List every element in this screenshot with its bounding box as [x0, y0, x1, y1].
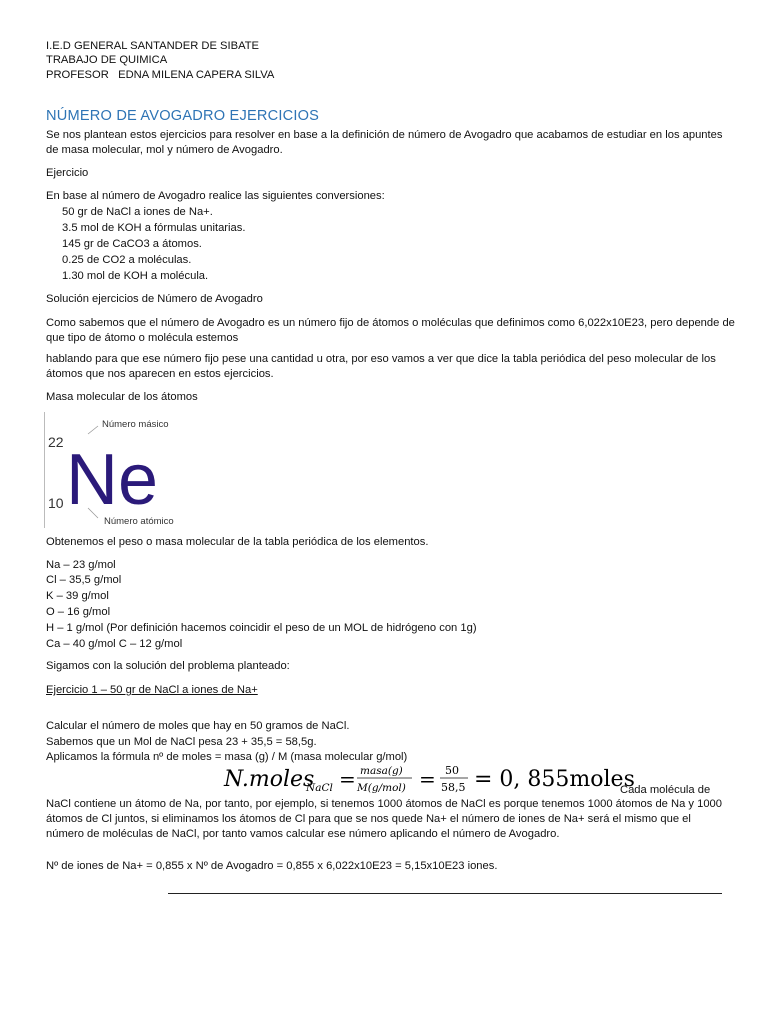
school-name: I.E.D GENERAL SANTANDER DE SIBATE — [46, 40, 260, 52]
continue-text: Sigamos con la solución del problema planteado: — [46, 660, 290, 672]
mass-item: K – 39 g/mol — [46, 590, 109, 602]
intro-paragraph: Se nos plantean estos ejercicios para resolver en base a la definición de número de Avogadro que acabamos de estudiar en los apuntes de masa molecular, mol y número de Avogadro. — [46, 129, 723, 156]
frac2-numerator: 50 — [445, 764, 459, 777]
mass-pointer-line — [88, 426, 98, 434]
frac1-denominator: M(g/mol) — [357, 782, 406, 794]
formula-svg — [222, 762, 635, 794]
element-symbol: Ne — [66, 440, 159, 520]
calc-line: Calcular el número de moles que hay en 50 gramos de NaCl. — [46, 720, 350, 732]
calc-line: Sabemos que un Mol de NaCl pesa 23 + 35,5 = 58,5g. — [46, 736, 317, 748]
frac1-numerator: masa(g) — [360, 765, 403, 777]
neon-element-figure — [44, 412, 204, 528]
conversion-item: 3.5 mol de KOH a fórmulas unitarias. — [62, 222, 246, 234]
solution-heading: Solución ejercicios de Número de Avogadro — [46, 293, 263, 305]
bottom-divider — [168, 893, 722, 894]
avogadro-paragraph: Como sabemos que el número de Avogadro es un número fijo de átomos o moléculas que definimos como 6,022x10E23, pero depende de que tipo de átomo o molécula estemos — [46, 317, 735, 344]
exercise-instruction: En base al número de Avogadro realice las siguientes conversiones: — [46, 190, 385, 202]
conversion-item: 50 gr de NaCl a iones de Na+. — [62, 206, 213, 218]
formula-lhs-sub: NaCl — [306, 782, 333, 794]
exercise-heading: Ejercicio — [46, 167, 89, 179]
atomic-number-label: Número atómico — [104, 516, 174, 527]
conversion-item: 1.30 mol de KOH a molécula. — [62, 270, 209, 282]
exercise1-title: Ejercicio 1 – 50 gr de NaCl a iones de Na+ — [46, 684, 258, 696]
mass-item: H – 1 g/mol (Por definición hacemos coincidir el peso de un MOL de hidrógeno con 1g) — [46, 622, 477, 634]
calc-line: Aplicamos la fórmula nº de moles = masa (g) / M (masa molecular g/mol) — [46, 751, 408, 763]
mass-item: Ca – 40 g/mol C – 12 g/mol — [46, 638, 183, 650]
formula-lhs: N.moles — [224, 767, 315, 792]
mass-item: Na – 23 g/mol — [46, 559, 116, 571]
equals-sign: = — [419, 767, 436, 791]
subject-line: TRABAJO DE QUIMICA — [46, 54, 168, 66]
equals-sign: = — [339, 767, 356, 791]
formula-result: = 0, 855moles — [474, 767, 635, 792]
teacher-line: PROFESOR EDNA MILENA CAPERA SILVA — [46, 69, 275, 81]
mass-heading: Masa molecular de los átomos — [46, 391, 198, 403]
final-line: Nº de iones de Na+ = 0,855 x Nº de Avogadro = 0,855 x 6,022x10E23 = 5,15x10E23 iones. — [46, 860, 498, 872]
frac2-denominator: 58,5 — [441, 781, 466, 794]
mass-item: Cl – 35,5 g/mol — [46, 574, 122, 586]
periodic-paragraph: hablando para que ese número fijo pese una cantidad u otra, por eso vamos a ver que dice la tabla periódica del peso molecular de los átomos que nos aparecen en estos ejercicios. — [46, 353, 716, 380]
conversion-item: 145 gr de CaCO3 a átomos. — [62, 238, 202, 250]
mass-number: 22 — [48, 434, 64, 450]
mass-item: O – 16 g/mol — [46, 606, 111, 618]
mass-number-label: Número másico — [102, 419, 169, 430]
conversion-item: 0.25 de CO2 a moléculas. — [62, 254, 192, 266]
explanation-paragraph: NaCl contiene un átomo de Na, por tanto, por ejemplo, si tenemos 1000 átomos de NaCl es porque tenemos 1000 átomos de Na y 1000 átomos de Cl juntos, si eliminamos los átomos de Cl para que se nos quede Na+ el número de iones de Na+ será el mismo que el número de moléculas de NaCl, por tanto vamos calcular ese número aplicando el número de Avogadro. — [46, 798, 723, 840]
atomic-number: 10 — [48, 495, 64, 511]
moles-formula — [222, 762, 635, 794]
obtain-text: Obtenemos el peso o masa molecular de la tabla periódica de los elementos. — [46, 536, 429, 548]
page-title: NÚMERO DE AVOGADRO EJERCICIOS — [46, 108, 320, 124]
inline-continuation: Cada molécula de — [620, 784, 711, 796]
